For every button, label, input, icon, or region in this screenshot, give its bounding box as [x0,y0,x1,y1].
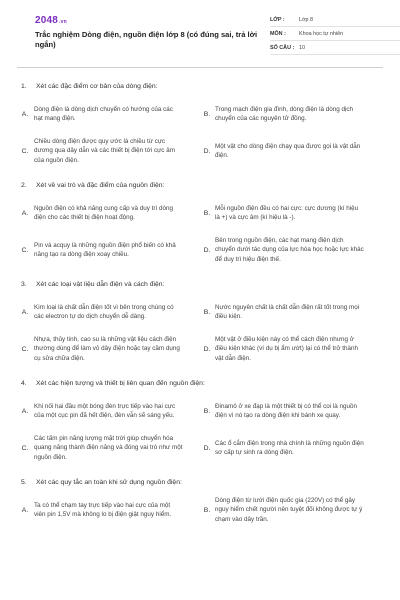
question-item [17,276,383,366]
question-header [17,78,383,94]
options-grid [17,394,383,465]
site-logo[interactable] [35,15,67,26]
option-text: Các tấm pin năng lượng mặt trời giúp chuyển hóa quang năng thành điện năng và đóng vai trò như một nguồn điện. [34,435,183,461]
options-grid [17,97,383,168]
document-header [17,0,383,68]
answer-option[interactable] [17,431,200,465]
option-text: Kim loại là chất dẫn điện tốt vì bên trong chúng có các electron tự do dịch chuyển dễ dàng. [34,303,174,320]
answer-option[interactable] [200,332,383,366]
question-number: 3. [21,280,27,288]
question-number: 2. [21,181,27,189]
meta-key: SỐ CÂU : [270,44,295,51]
question-number: 4. [21,379,27,387]
header-divider [17,67,383,68]
option-text: Pin và acquy là những nguồn điện phổ biến có khả năng tạo ra dòng điện xoay chiều. [34,241,176,258]
option-text: Khi nối hai đầu một bóng đèn trực tiếp vào hai cực của một cục pin đã hết điện, đèn vẫn sẽ sáng yếu. [34,402,176,419]
option-text: Một vật ở điều kiện này có thể cách điện nhưng ở điều kiện khác (ví dụ bị ẩm ướt) lại có thể trở thành vật dẫn điện. [215,336,359,362]
option-text: Chiều dòng điện được quy ước là chiều từ cực dương qua dây dẫn và các thiết bị điện tới cực âm của nguồn điện. [34,138,175,164]
meta-key: MÔN : [270,30,286,37]
option-letter: C. [21,246,29,254]
meta-row [270,27,400,41]
meta-key: LỚP : [270,16,285,23]
option-letter: D. [203,246,211,254]
option-text: Dòng điện là dòng dịch chuyển có hướng của các hạt mang điện. [34,105,173,122]
option-letter: B. [203,407,211,415]
option-letter: A. [21,407,29,415]
option-letter: C. [21,345,29,353]
meta-value: Lớp 8 [299,16,314,23]
option-letter: A. [21,209,29,217]
option-text: Các ổ cắm điện trong nhà chính là những nguồn điện sơ cấp tự sinh ra dòng điện. [215,439,364,456]
question-header [17,177,383,193]
option-letter: D. [203,444,211,452]
answer-option[interactable] [17,134,200,168]
option-text: Mỗi nguồn điện đều có hai cực: cực dương (kí hiệu là +) và cực âm (kí hiệu là -). [215,204,359,221]
answer-option[interactable] [200,233,383,267]
answer-option[interactable] [17,332,200,366]
option-text: Một vật cho dòng điện chạy qua được gọi là vật dẫn điện. [215,142,361,159]
option-text: Trong mạch điện gia đình, dòng điện là dòng dịch chuyển của các nguyên tử đồng. [215,105,354,122]
answer-option[interactable] [17,493,200,527]
option-text: Ta có thể chạm tay trực tiếp vào hai cực của một viên pin 1,5V mà không lo bị điện giật nguy hiểm. [34,501,172,518]
option-letter: A. [21,308,29,316]
option-text: Nhựa, thủy tinh, cao su là những vật liệu cách điện thường dùng để làm vỏ dây điện hoặc tay cầm dụng cụ sửa chữa điện. [34,336,180,362]
question-header [17,276,383,292]
question-header [17,375,383,391]
answer-option[interactable] [200,196,383,230]
answer-option[interactable] [17,394,200,428]
options-grid [17,196,383,267]
option-letter: C. [21,444,29,452]
question-text: Xét về vai trò và đặc điểm của nguồn điện: [36,181,165,189]
meta-value: 10 [299,44,305,51]
question-text: Xét các hiện tượng và thiết bị liên quan đến nguồn điện: [36,379,205,387]
option-text: Đinamô ở xe đạp là một thiết bị có thể coi là nguồn điện vì nó tạo ra dòng điện khi bánh xe quay. [215,402,358,419]
answer-option[interactable] [17,233,200,267]
question-item [17,375,383,465]
question-item [17,78,383,168]
logo-suffix: .vn [59,19,67,25]
answer-option[interactable] [200,295,383,329]
meta-table [270,13,400,55]
answer-option[interactable] [200,97,383,131]
options-grid [17,295,383,366]
answer-option[interactable] [200,493,383,527]
answer-option[interactable] [200,431,383,465]
answer-option[interactable] [17,196,200,230]
option-text: Nước nguyên chất là chất dẫn điện rất tốt trong mọi điều kiện. [215,303,360,320]
option-letter: D. [203,345,211,353]
question-number: 1. [21,82,27,90]
option-letter: B. [203,506,211,514]
option-text: Nguồn điện có khả năng cung cấp và duy trì dòng điện cho các thiết bị điện hoạt động. [34,204,173,221]
option-text: Dòng điện từ lưới điện quốc gia (220V) có thể gây nguy hiểm chết người nên tuyệt đối không được tự ý chạm vào dây trần. [215,497,363,523]
option-letter: A. [21,506,29,514]
meta-value: Khoa học tự nhiên [299,30,344,37]
question-text: Xét các đặc điểm cơ bản của dòng điện: [36,82,158,90]
answer-option[interactable] [17,97,200,131]
question-header [17,474,383,490]
option-letter: B. [203,209,211,217]
option-letter: C. [21,147,29,155]
meta-row [270,41,400,55]
options-grid [17,493,383,527]
logo-brand: 2048 [35,15,59,26]
option-letter: A. [21,110,29,118]
question-number: 5. [21,478,27,486]
question-list [17,78,383,536]
question-item [17,177,383,267]
option-letter: B. [203,110,211,118]
answer-option[interactable] [200,134,383,168]
answer-option[interactable] [200,394,383,428]
question-text: Xét các loại vật liệu dẫn điện và cách điện: [36,280,165,288]
question-text: Xét các quy tắc an toàn khi sử dụng nguồn điện: [36,478,182,486]
option-letter: D. [203,147,211,155]
meta-row [270,13,400,27]
option-text: Bên trong nguồn điện, các hạt mang điện dịch chuyển dưới tác dụng của lực hóa học hoặc lực khác để duy trì hiệu điện thế. [215,237,364,263]
answer-option[interactable] [17,295,200,329]
document-title: Trắc nghiệm Dòng điện, nguồn điện lớp 8 (có đúng sai, trả lời ngắn) [35,30,258,49]
question-item [17,474,383,527]
option-letter: B. [203,308,211,316]
